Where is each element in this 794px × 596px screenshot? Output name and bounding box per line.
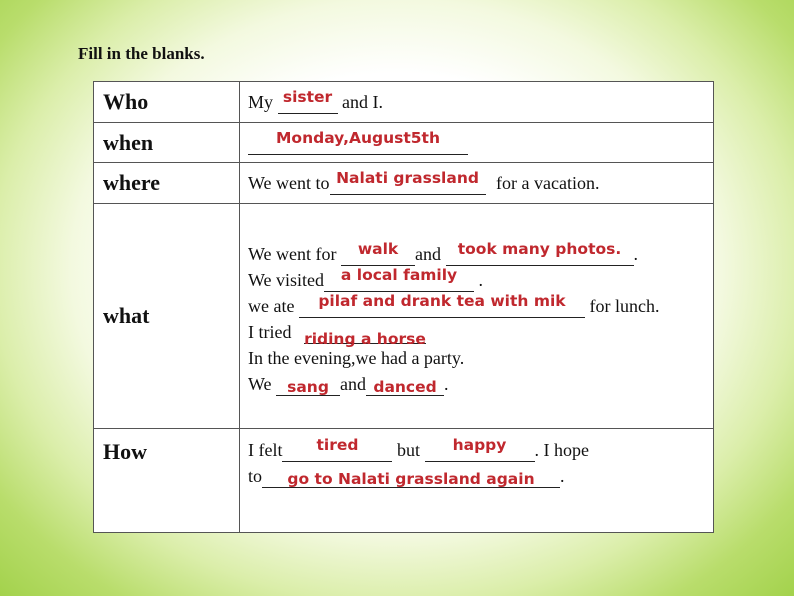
what-line-5: In the evening,we had a party.	[248, 348, 465, 368]
what-line-4	[248, 319, 713, 348]
how-l1-prefix: I felt	[248, 440, 283, 460]
row-what	[94, 204, 714, 429]
what-l4-answer: riding a horse	[304, 330, 426, 348]
what-l2-prefix: We visited	[248, 270, 325, 290]
content-how	[240, 429, 714, 533]
where-suffix: for a vacation.	[496, 173, 600, 193]
what-l1-period: .	[633, 244, 639, 264]
how-line-1	[248, 437, 713, 463]
what-l1-answer-2: took many photos.	[457, 240, 622, 258]
what-l3-answer: pilaf and drank tea with mik	[318, 292, 566, 310]
instruction-heading: Fill in the blanks.	[78, 44, 205, 63]
content-who	[240, 82, 714, 123]
label-who: Who	[94, 82, 240, 123]
content-what	[240, 204, 714, 429]
what-l4-prefix: I tried	[248, 322, 292, 342]
how-l2-answer: go to Nalati grassland again	[287, 470, 535, 488]
label-what: what	[94, 204, 240, 429]
fill-in-table	[93, 81, 714, 533]
who-answer: sister	[282, 88, 333, 106]
where-blank[interactable]	[330, 169, 486, 195]
what-l1-answer-1: walk	[357, 240, 399, 258]
what-l6-prefix: We	[248, 374, 272, 394]
when-blank[interactable]	[248, 128, 468, 155]
row-when	[94, 123, 714, 163]
what-line-2	[248, 267, 713, 293]
what-l3-prefix: we ate	[248, 296, 295, 316]
label-where: where	[94, 163, 240, 204]
how-l1-suffix: . I hope	[534, 440, 589, 460]
how-l2-prefix: to	[248, 466, 263, 486]
what-l2-period: .	[478, 270, 484, 290]
how-l1-blank-1[interactable]	[282, 436, 392, 462]
what-l6-and: and	[340, 374, 367, 394]
how-l1-answer-2: happy	[452, 436, 507, 454]
what-l1-prefix: We went for	[248, 244, 337, 264]
what-line-1	[248, 241, 713, 267]
when-answer: Monday,August5th	[276, 128, 440, 147]
who-blank[interactable]	[278, 88, 338, 114]
row-where	[94, 163, 714, 204]
how-l1-answer-1: tired	[316, 436, 359, 454]
where-prefix: We went to	[248, 173, 330, 193]
what-l1-blank-1[interactable]	[341, 240, 415, 266]
what-line-3	[248, 293, 713, 319]
what-l3-blank[interactable]	[299, 292, 585, 318]
what-l6-blank-2[interactable]	[366, 374, 444, 396]
what-line-6	[248, 371, 713, 397]
how-l2-blank[interactable]	[262, 466, 560, 488]
what-l3-suffix: for lunch.	[589, 296, 660, 316]
what-l6-answer-1: sang	[287, 378, 329, 396]
row-how	[94, 429, 714, 533]
how-line-2	[248, 463, 713, 489]
what-l6-answer-2: danced	[373, 378, 437, 396]
what-l2-blank[interactable]	[324, 266, 474, 292]
where-answer: Nalati grassland	[336, 169, 479, 187]
content-when	[240, 123, 714, 163]
who-prefix: My	[248, 92, 274, 112]
what-l2-answer: a local family	[340, 266, 458, 284]
how-l1-but: but	[396, 440, 420, 460]
what-l1-blank-2[interactable]	[446, 240, 634, 266]
how-l2-period: .	[560, 466, 565, 486]
label-how: How	[94, 429, 240, 533]
what-l1-and: and	[415, 244, 442, 264]
what-l6-blank-1[interactable]	[276, 374, 340, 396]
how-l1-blank-2[interactable]	[425, 436, 535, 462]
label-when: when	[94, 123, 240, 163]
who-suffix: and I.	[342, 92, 383, 112]
row-who	[94, 82, 714, 123]
what-l4-blank[interactable]	[304, 322, 426, 348]
what-l6-period: .	[444, 374, 449, 394]
content-where	[240, 163, 714, 204]
